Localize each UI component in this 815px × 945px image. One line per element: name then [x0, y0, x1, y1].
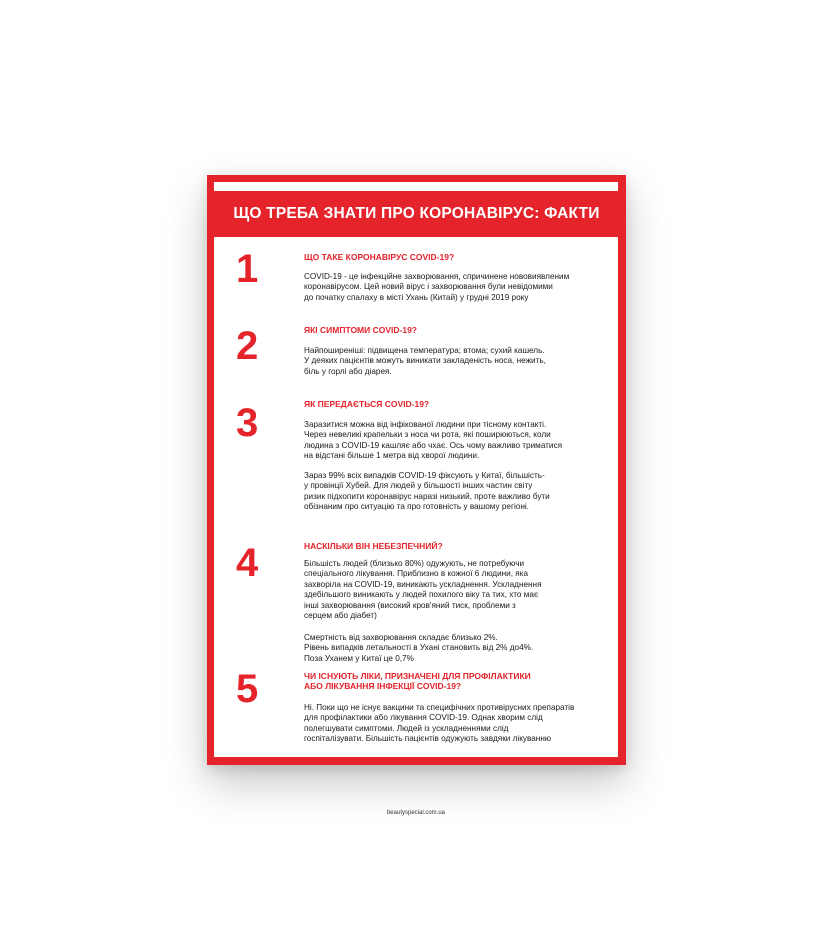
section-1-number: 1: [236, 247, 259, 291]
section-3-number: 3: [236, 401, 259, 445]
section-5-number: 5: [236, 667, 259, 711]
section-4-number: 4: [236, 541, 259, 585]
covid-facts-poster: [207, 175, 626, 816]
section-4-heading: НАСКІЛЬКИ ВІН НЕБЕЗПЕЧНИЙ?: [304, 541, 443, 551]
poster-body: [214, 237, 618, 816]
poster-top-stripe: [214, 182, 618, 191]
section-3-paragraph-2: Зараз 99% всіх випадків COVID-19 фіксують у Китаї, більшість- у провінції Хубей. Для людей у більшості інших частин світу ризик підхопити коронавірус наразі низький, проте важливо бути обізнаним про ситуацію та про готовність у вашому регіоні.: [304, 471, 550, 512]
section-3-heading: ЯК ПЕРЕДАЄТЬСЯ COVID-19?: [304, 399, 430, 409]
section-1-paragraph: COVID-19 - це інфекційне захворювання, спричинене нововиявленим коронавірусом. Цей новий вірус і захворювання були невідомими до початку спалаху в місті Ухань (Китай) у грудні 2019 року: [304, 272, 570, 302]
poster-footer-url: beautyspecial.com.ua: [386, 810, 446, 816]
section-5-heading: ЧИ ІСНУЮТЬ ЛІКИ, ПРИЗНАЧЕНІ ДЛЯ ПРОФІЛАКТИКИ АБО ЛІКУВАННЯ ІНФЕКЦІЇ COVID-19?: [304, 671, 531, 691]
section-2-paragraph: Найпоширеніші: підвищена температура; втома; сухий кашель. У деяких пацієнтів можуть виникати закладеність носа, нежить, біль у горлі або діарея.: [304, 346, 546, 376]
section-1-heading: ЩО ТАКЕ КОРОНАВІРУС COVID-19?: [304, 252, 455, 262]
section-2-heading: ЯКІ СИМПТОМИ COVID-19?: [304, 325, 417, 335]
section-2-number: 2: [236, 324, 259, 368]
section-3-paragraph-1: Заразитися можна від інфікованої людини при тісному контакті. Через невеликі крапельки з носа чи рота, які поширюються, коли людина з COVID-19 кашляє або чхає. Ось чому важливо триматися на відстані більше 1 метра від хворої людини.: [304, 420, 563, 461]
section-4-paragraph-1: Більшість людей (близько 80%) одужують, не потребуючи спеціального лікування. Приблизно в кожної 6 людини, яка захворіла на COVID-19, виникають ускладнення. Ускладнення здебільшого виникають у людей похилого віку та тих, хто має інші захворювання (високий кров'яний тиск, проблеми з серцем або діабет): [304, 559, 542, 621]
section-4-paragraph-2: Смертність від захворювання складає близько 2%. Рівень випадків летальності в Ухані становить від 2% до4%. Поза Уханем у Китаї це 0,7%: [304, 633, 534, 663]
section-5-paragraph: Ні. Поки що не існує вакцини та специфічних противірусних препаратів для профілактики або лікування COVID-19. Однак хворим слід полегшувати симптоми. Людей із ускладненнями слід госпіталізувати. Більшість пацієнтів одужують завдяки лікуванню: [304, 703, 575, 744]
poster-title: ЩО ТРЕБА ЗНАТИ ПРО КОРОНАВІРУС: ФАКТИ: [233, 205, 600, 222]
